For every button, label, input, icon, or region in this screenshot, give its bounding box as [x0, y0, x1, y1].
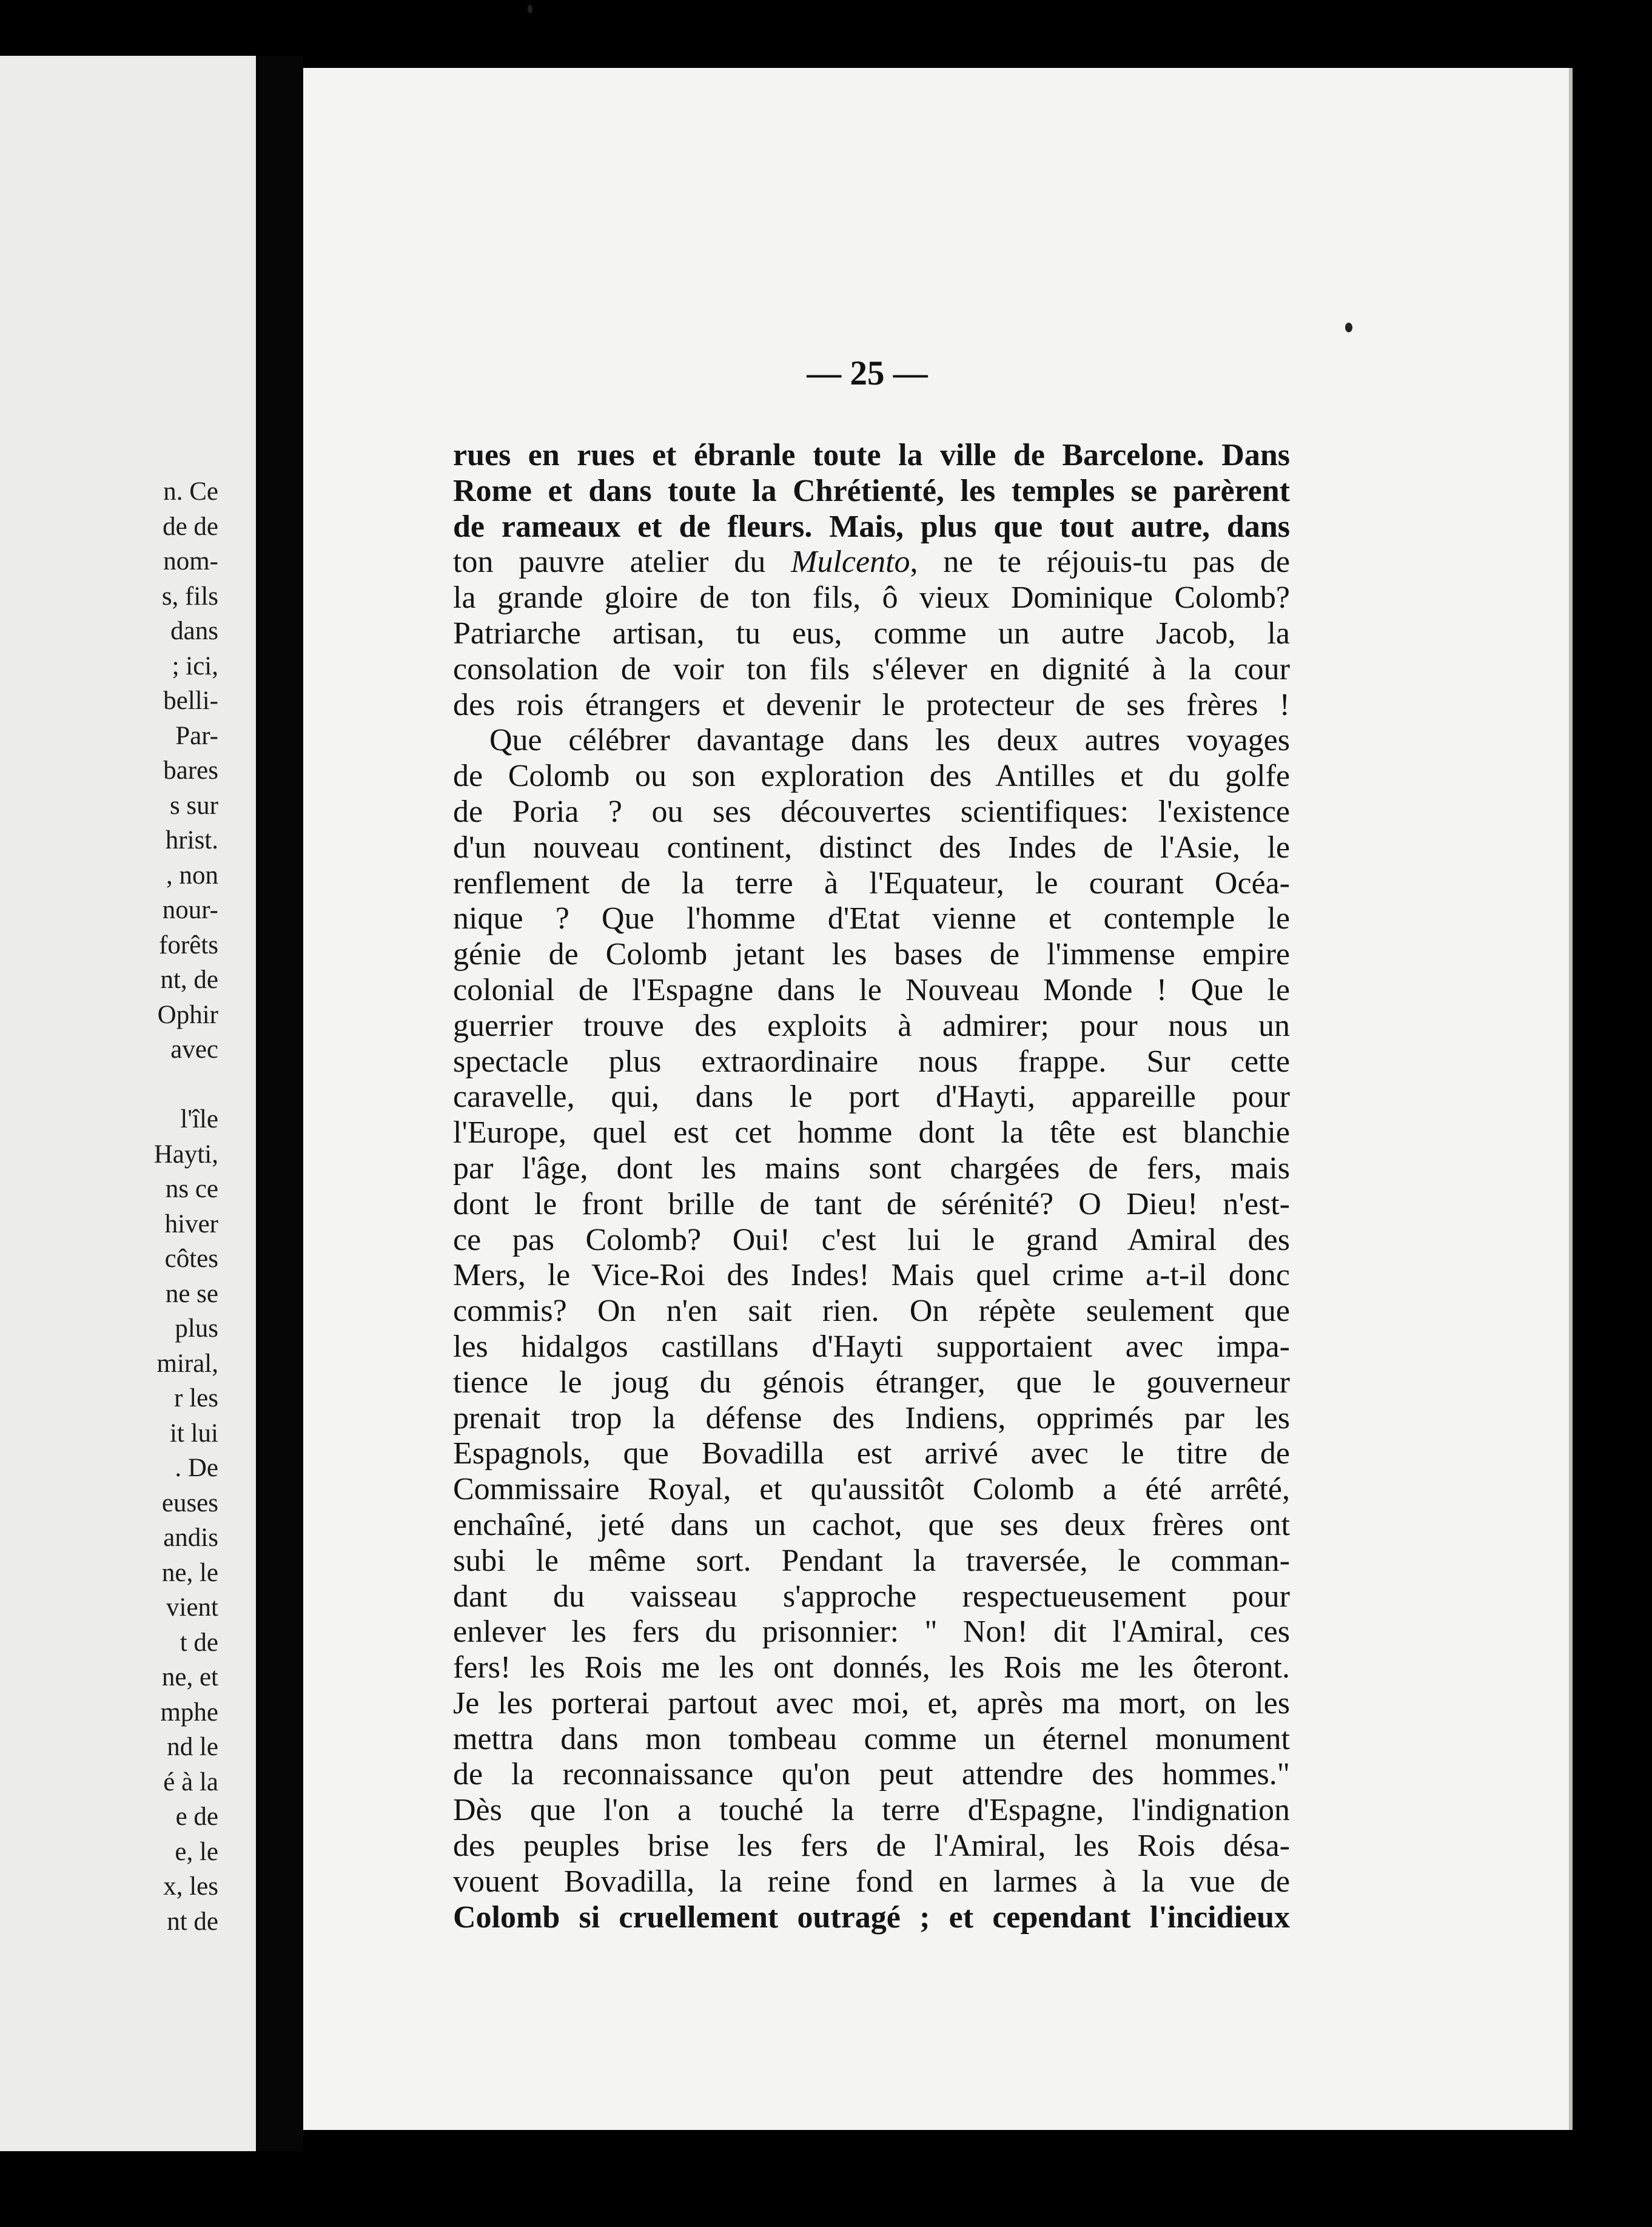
left-page-line: t de	[180, 1628, 218, 1657]
left-page-line: e de	[175, 1802, 218, 1831]
left-page-fragment	[0, 56, 256, 2151]
text-line: caravelle, qui, dans le port d'Hayti, appareille pour	[453, 1080, 1290, 1115]
text-line: commis? On n'en sait rien. On répète seulement que	[453, 1294, 1290, 1329]
text-line: des peuples brise les fers de l'Amiral, les Rois désa-	[453, 1829, 1290, 1864]
left-page-line: n. Ce	[163, 477, 218, 506]
left-page-line: , non	[166, 861, 218, 890]
left-page-line: côtes	[164, 1244, 218, 1273]
left-page-line: it lui	[169, 1419, 218, 1448]
left-page-line: vient	[166, 1593, 218, 1622]
text-line: rues en rues et ébranle toute la ville de Barcelone. Dans	[453, 438, 1290, 472]
text-line: colonial de l'Espagne dans le Nouveau Monde ! Que le	[453, 972, 1290, 1007]
text-line: l'Europe, quel est cet homme dont la tête est blanchie	[453, 1115, 1290, 1150]
text-line: enlever les fers du prisonnier: " Non! dit l'Amiral, ces	[453, 1614, 1290, 1650]
left-page-line: bares	[163, 756, 218, 785]
left-page-line: e, le	[175, 1837, 218, 1866]
text-line: vouent Bovadilla, la reine fond en larmes à la vue de	[453, 1864, 1290, 1899]
text-line: ton pauvre atelier du Mulcento, ne te réjouis-tu pas de	[453, 545, 1290, 580]
left-page-line: l'île	[180, 1105, 218, 1134]
left-page-line: s, fils	[161, 582, 218, 611]
left-page-line: ne, et	[161, 1663, 218, 1691]
left-page-line: avec	[170, 1035, 218, 1064]
text-line: Colomb si cruellement outragé ; et cependant l'incidieux	[453, 1900, 1290, 1935]
text-line: fers! les Rois me les ont donnés, les Rois me les ôteront.	[453, 1650, 1290, 1685]
text-line: Dès que l'on a touché la terre d'Espagne, l'indignation	[453, 1793, 1290, 1828]
left-page-line: euses	[161, 1488, 218, 1517]
left-page-line: nd le	[167, 1733, 218, 1761]
text-line: ce pas Colomb? Oui! c'est lui le grand Amiral des	[453, 1222, 1290, 1257]
left-page-line: ; ici,	[172, 651, 218, 680]
left-page-line: hrist.	[165, 826, 218, 855]
left-page-line: hiver	[164, 1209, 218, 1238]
page-number: — 25 —	[807, 354, 928, 392]
text-line: la grande gloire de ton fils, ô vieux Dominique Colomb?	[453, 580, 1290, 616]
text-line: par l'âge, dont les mains sont chargées de fers, mais	[453, 1150, 1290, 1186]
left-page-line: r les	[174, 1384, 218, 1412]
text-line: tience le joug du génois étranger, que le gouverneur	[453, 1365, 1290, 1400]
left-page-line: ns ce	[165, 1175, 218, 1203]
left-page-line: é à la	[163, 1767, 218, 1796]
left-page-line: Par-	[175, 721, 218, 750]
text-line: Patriarche artisan, tu eus, comme un autre Jacob, la	[453, 616, 1290, 651]
left-page-line: s sur	[169, 791, 218, 820]
text-line: de Poria ? ou ses découvertes scientifiques: l'existence	[453, 794, 1290, 829]
text-line: Espagnols, que Bovadilla est arrivé avec le titre de	[453, 1436, 1290, 1471]
text-line: nique ? Que l'homme d'Etat vienne et contemple le	[453, 901, 1290, 936]
left-page-line: Ophir	[157, 1000, 218, 1029]
text-line: Rome et dans toute la Chrétienté, les temples se parèrent	[453, 473, 1290, 508]
text-line: mettra dans mon tombeau comme un éternel monument	[453, 1721, 1290, 1756]
left-page-line: ne se	[165, 1279, 218, 1308]
text-line: spectacle plus extraordinaire nous frappe. Sur cette	[453, 1044, 1290, 1079]
text-line: dont le front brille de tant de sérénité? O Dieu! n'est-	[453, 1186, 1290, 1221]
left-page-text	[0, 474, 218, 1939]
left-page-line: nt, de	[160, 966, 218, 994]
left-page-line: Hayti,	[153, 1140, 218, 1169]
text-line: enchaîné, jeté dans un cachot, que ses deux frères ont	[453, 1507, 1290, 1542]
left-page-line: nt de	[167, 1907, 218, 1936]
left-page-line: de de	[163, 512, 218, 541]
text-line: de rameaux et de fleurs. Mais, plus que tout autre, dans	[453, 509, 1290, 544]
text-line: subi le même sort. Pendant la traversée, le comman-	[453, 1543, 1290, 1578]
text-line: Mers, le Vice-Roi des Indes! Mais quel crime a-t-il donc	[453, 1258, 1290, 1293]
text-line: de la reconnaissance qu'on peut attendre des hommes."	[453, 1757, 1290, 1792]
left-page-line: andis	[163, 1523, 218, 1552]
text-line: Je les porterai partout avec moi, et, après ma mort, on les	[453, 1685, 1290, 1721]
text-line: prenait trop la défense des Indiens, opprimés par les	[453, 1400, 1290, 1436]
text-line: d'un nouveau continent, distinct des Indes de l'Asie, le	[453, 830, 1290, 865]
left-page-line: nom-	[163, 547, 218, 576]
left-page-line: miral,	[156, 1349, 218, 1378]
left-page-line	[0, 1067, 218, 1103]
left-page-line: x, les	[163, 1872, 218, 1901]
page-edge	[1569, 68, 1573, 2130]
left-page-line: belli-	[163, 687, 218, 715]
scan-speck	[528, 5, 532, 13]
text-line: les hidalgos castillans d'Hayti supportaient avec impa-	[453, 1329, 1290, 1364]
left-page-line: ne, le	[161, 1558, 218, 1587]
text-line: Commissaire Royal, et qu'aussitôt Colomb a été arrêté,	[453, 1472, 1290, 1507]
left-page-line: forêts	[159, 930, 218, 959]
text-line: guerrier trouve des exploits à admirer; pour nous un	[453, 1008, 1290, 1043]
text-line: renflement de la terre à l'Equateur, le courant Océa-	[453, 865, 1290, 901]
body-text	[453, 438, 1290, 1935]
text-line: des rois étrangers et devenir le protecteur de ses frères !	[453, 687, 1290, 722]
left-page-line: plus	[175, 1314, 218, 1343]
left-page-line: . De	[175, 1454, 218, 1482]
left-page-line: dans	[170, 617, 218, 645]
text-line: génie de Colomb jetant les bases de l'immense empire	[453, 937, 1290, 972]
text-line: Que célébrer davantage dans les deux autres voyages	[489, 723, 1290, 758]
text-line: dant du vaisseau s'approche respectueusement pour	[453, 1579, 1290, 1614]
text-line: de Colomb ou son exploration des Antilles et du golfe	[453, 759, 1290, 794]
text-line: consolation de voir ton fils s'élever en dignité à la cour	[453, 651, 1290, 687]
book-gutter	[256, 56, 303, 2151]
left-page-line: mphe	[160, 1698, 218, 1727]
scan-speck	[1345, 323, 1352, 332]
left-page-line: nour-	[162, 896, 218, 924]
